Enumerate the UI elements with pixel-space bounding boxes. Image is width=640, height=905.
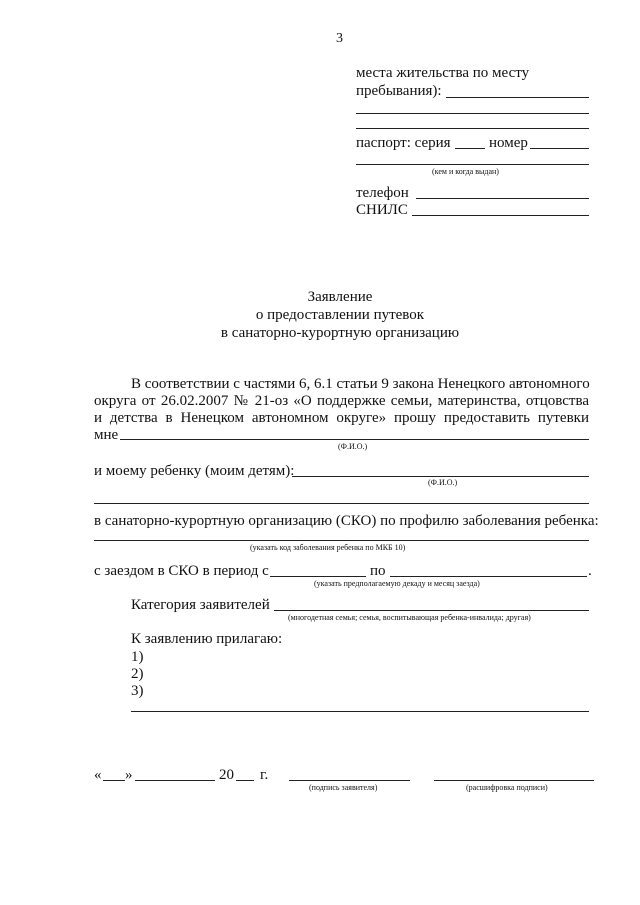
signature-decode-caption: (расшифровка подписи)	[466, 783, 548, 792]
attachment-item-2: 2)	[131, 666, 144, 682]
passport-series-label: паспорт: серия	[356, 135, 451, 151]
signature-caption: (подпись заявителя)	[309, 783, 378, 792]
date-year-field[interactable]	[236, 780, 254, 781]
attachment-item-3: 3)	[131, 683, 144, 699]
signature-decode-field[interactable]	[434, 780, 594, 781]
passport-series-field[interactable]	[455, 148, 485, 149]
category-field[interactable]	[274, 610, 589, 611]
period-to-label: по	[370, 563, 386, 579]
passport-number-label: номер	[489, 135, 528, 151]
date-quote-open: «	[94, 767, 102, 783]
residence-field-line2[interactable]	[356, 113, 589, 114]
sko-label: в санаторно-курортную организацию (СКО) по профилю заболевания ребенка:	[94, 513, 599, 529]
mkb-caption: (указать код заболевания ребенка по МКБ 10)	[250, 543, 406, 552]
fio-caption-child: (Ф.И.О.)	[428, 478, 458, 487]
passport-issued-field[interactable]	[356, 164, 589, 165]
snils-field[interactable]	[412, 215, 589, 216]
date-year-prefix: 20	[219, 767, 234, 783]
page-number: 3	[336, 31, 343, 46]
me-label: мне	[94, 427, 119, 443]
date-day-field[interactable]	[103, 780, 125, 781]
passport-issued-caption: (кем и когда выдан)	[432, 167, 499, 176]
applicant-fio-field[interactable]	[120, 439, 589, 440]
child-label: и моему ребенку (моим детям):	[94, 463, 295, 479]
paragraph-line1: В соответствии с частями 6, 6.1 статьи 9 закона Ненецкого автономного	[131, 376, 590, 392]
date-quote-close: »	[125, 767, 133, 783]
phone-field[interactable]	[416, 198, 589, 199]
child-fio-field-line2[interactable]	[94, 503, 589, 504]
date-month-field[interactable]	[135, 780, 215, 781]
passport-number-field[interactable]	[530, 148, 589, 149]
residence-field-line3[interactable]	[356, 128, 589, 129]
period-label: с заездом в СКО в период с	[94, 563, 269, 579]
document-subtitle-line1: о предоставлении путевок	[255, 307, 425, 323]
phone-label: телефон	[356, 185, 409, 201]
period-caption: (указать предполагаемую декаду и месяц заезда)	[314, 579, 480, 588]
residence-label-line2: пребывания):	[356, 83, 442, 99]
child-fio-field[interactable]	[292, 476, 589, 477]
attachments-field[interactable]	[131, 711, 589, 712]
period-start-field[interactable]	[270, 576, 366, 577]
paragraph-line2: округа от 26.02.2007 № 21-оз «О поддержке семьи, материнства, отцовства	[94, 393, 589, 409]
fio-caption-applicant: (Ф.И.О.)	[338, 442, 368, 451]
category-caption: (многодетная семья; семья, воспитывающая ребенка-инвалида; другая)	[288, 613, 531, 622]
attachment-item-1: 1)	[131, 649, 144, 665]
snils-label: СНИЛС	[356, 202, 408, 218]
residence-label-line1: места жительства по месту	[356, 65, 530, 81]
attachments-label: К заявлению прилагаю:	[131, 631, 283, 647]
document-title: Заявление	[307, 289, 373, 305]
paragraph-line3: и детства в Ненецком автономном округе» прошу предоставить путевки	[94, 410, 589, 426]
date-year-suffix: г.	[260, 767, 269, 783]
period-end-field[interactable]	[390, 576, 587, 577]
mkb-code-field[interactable]	[94, 540, 589, 541]
category-label: Категория заявителей	[131, 597, 270, 613]
residence-field-line1[interactable]	[446, 97, 589, 98]
period-end-dot: .	[588, 563, 592, 579]
document-subtitle-line2: в санаторно-курортную организацию	[220, 325, 460, 341]
signature-field[interactable]	[289, 780, 410, 781]
